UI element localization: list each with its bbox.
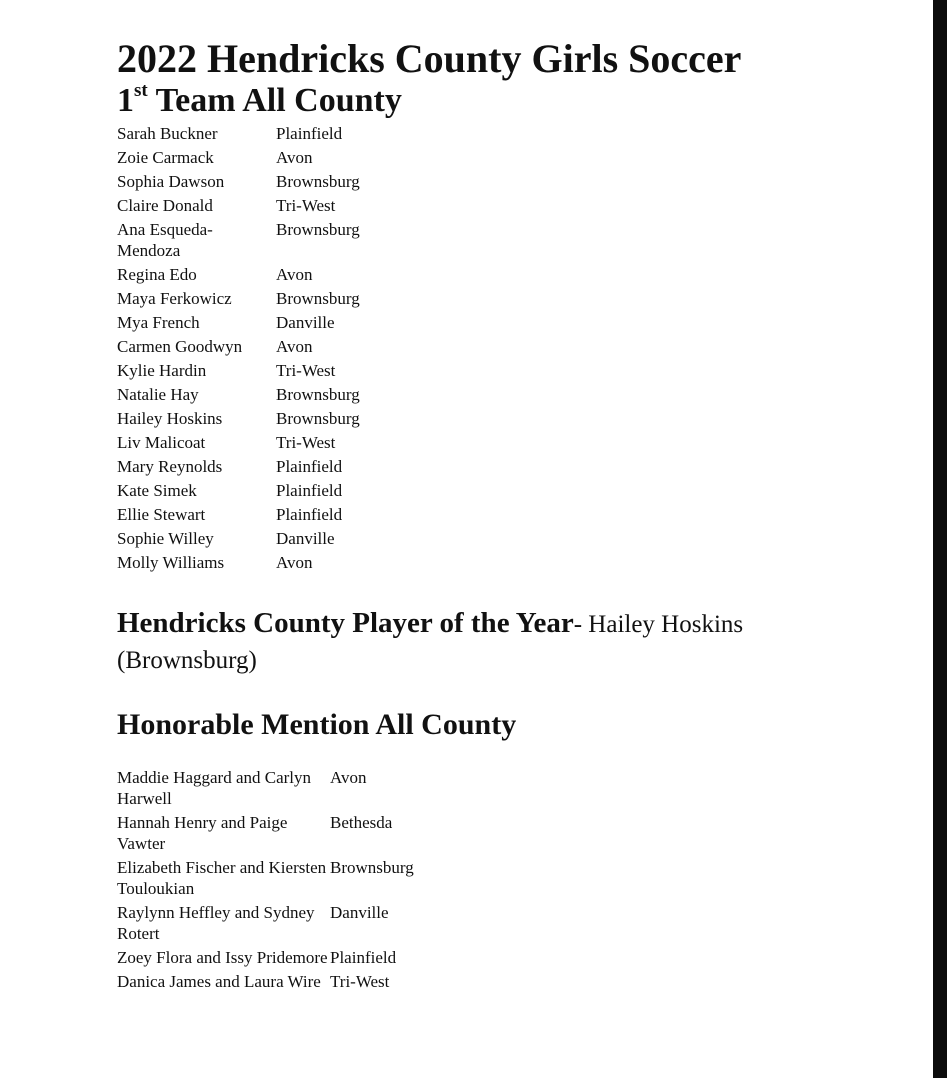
player-school: Brownsburg bbox=[276, 220, 360, 239]
honorable-mention-school: Avon bbox=[330, 767, 367, 787]
honorable-mention-names: Danica James and Laura Wire bbox=[117, 971, 321, 991]
roster-row bbox=[117, 457, 837, 478]
player-of-the-year-value: - Hailey Hoskins (Brownsburg) bbox=[117, 611, 744, 674]
player-name: Sophia Dawson bbox=[117, 172, 225, 191]
player-school: Danville bbox=[276, 312, 335, 332]
player-school: Avon bbox=[276, 148, 313, 167]
player-school: Avon bbox=[276, 264, 313, 284]
honorable-mention-school: Plainfield bbox=[330, 947, 397, 967]
roster-row bbox=[117, 433, 837, 454]
player-name: Kylie Hardin bbox=[117, 360, 207, 380]
honorable-mention-row bbox=[117, 971, 837, 992]
player-name: Liv Malicoat bbox=[117, 432, 206, 452]
honorable-mention-names: Raylynn Heffley and Sydney Rotert bbox=[117, 902, 315, 943]
player-school: Danville bbox=[276, 528, 335, 548]
player-of-the-year bbox=[117, 606, 837, 678]
honorable-mention-row bbox=[117, 812, 837, 854]
honorable-mention-names: Zoey Flora and Issy Pridemore bbox=[117, 947, 328, 967]
first-team-title-text: Team All County bbox=[147, 82, 402, 119]
honorable-mention-row bbox=[117, 857, 837, 899]
player-name: Sophie Willey bbox=[117, 528, 214, 548]
honorable-mention-title: Honorable Mention All County bbox=[117, 708, 517, 741]
player-name: Mya French bbox=[117, 312, 200, 332]
roster-row bbox=[117, 265, 837, 286]
player-school: Tri-West bbox=[276, 432, 336, 452]
roster-row bbox=[117, 148, 837, 169]
player-school: Brownsburg bbox=[276, 384, 360, 404]
honorable-mention-names: Elizabeth Fischer and Kiersten Touloukian bbox=[117, 857, 327, 898]
player-school: Tri-West bbox=[276, 196, 336, 215]
player-name: Zoie Carmack bbox=[117, 148, 214, 167]
roster-row bbox=[117, 409, 837, 430]
roster-row bbox=[117, 172, 837, 193]
player-name: Maya Ferkowicz bbox=[117, 288, 232, 308]
honorable-mention-row bbox=[117, 767, 837, 809]
roster-row bbox=[117, 337, 837, 358]
player-of-the-year-label: Hendricks County Player of the Year bbox=[117, 607, 574, 639]
player-school: Plainfield bbox=[276, 456, 343, 476]
player-school: Plainfield bbox=[276, 480, 343, 500]
roster-row bbox=[117, 361, 837, 382]
honorable-mention-list bbox=[117, 767, 837, 992]
player-school: Avon bbox=[276, 336, 313, 356]
honorable-mention-school: Tri-West bbox=[330, 971, 390, 991]
player-name: Claire Donald bbox=[117, 196, 213, 215]
honorable-mention-row bbox=[117, 947, 837, 968]
player-name: Ana Esqueda-Mendoza bbox=[117, 220, 213, 260]
player-name: Molly Williams bbox=[117, 552, 225, 572]
player-school: Brownsburg bbox=[276, 172, 360, 191]
player-name: Hailey Hoskins bbox=[117, 408, 223, 428]
honorable-mention-names: Maddie Haggard and Carlyn Harwell bbox=[117, 767, 312, 808]
first-team-title-ordinal: st bbox=[134, 80, 148, 101]
roster-row bbox=[117, 481, 837, 502]
document-content bbox=[117, 36, 837, 995]
document-title: 2022 Hendricks County Girls Soccer bbox=[117, 36, 742, 81]
player-school: Brownsburg bbox=[276, 288, 360, 308]
player-name: Sarah Buckner bbox=[117, 124, 218, 143]
player-school: Tri-West bbox=[276, 360, 336, 380]
honorable-mention-school: Brownsburg bbox=[330, 857, 414, 877]
honorable-mention-school: Danville bbox=[330, 902, 389, 922]
first-team-title-number: 1 bbox=[117, 82, 134, 119]
roster-row bbox=[117, 220, 837, 261]
player-school: Avon bbox=[276, 552, 313, 572]
player-name: Regina Edo bbox=[117, 264, 197, 284]
roster-row bbox=[117, 196, 837, 217]
first-team-roster bbox=[117, 124, 837, 573]
window-edge bbox=[933, 0, 947, 1078]
roster-row bbox=[117, 385, 837, 406]
player-name: Natalie Hay bbox=[117, 384, 199, 404]
roster-row bbox=[117, 313, 837, 334]
player-name: Mary Reynolds bbox=[117, 456, 223, 476]
player-school: Brownsburg bbox=[276, 408, 360, 428]
first-team-title bbox=[117, 82, 837, 120]
player-school: Plainfield bbox=[276, 504, 343, 524]
player-name: Carmen Goodwyn bbox=[117, 336, 243, 356]
roster-row bbox=[117, 124, 837, 145]
player-name: Ellie Stewart bbox=[117, 504, 206, 524]
honorable-mention-names: Hannah Henry and Paige Vawter bbox=[117, 812, 288, 853]
player-school: Plainfield bbox=[276, 124, 343, 143]
roster-row bbox=[117, 553, 837, 574]
player-name: Kate Simek bbox=[117, 480, 197, 500]
roster-row bbox=[117, 529, 837, 550]
roster-row bbox=[117, 289, 837, 310]
honorable-mention-row bbox=[117, 902, 837, 944]
roster-row bbox=[117, 505, 837, 526]
honorable-mention-school: Bethesda bbox=[330, 812, 393, 832]
